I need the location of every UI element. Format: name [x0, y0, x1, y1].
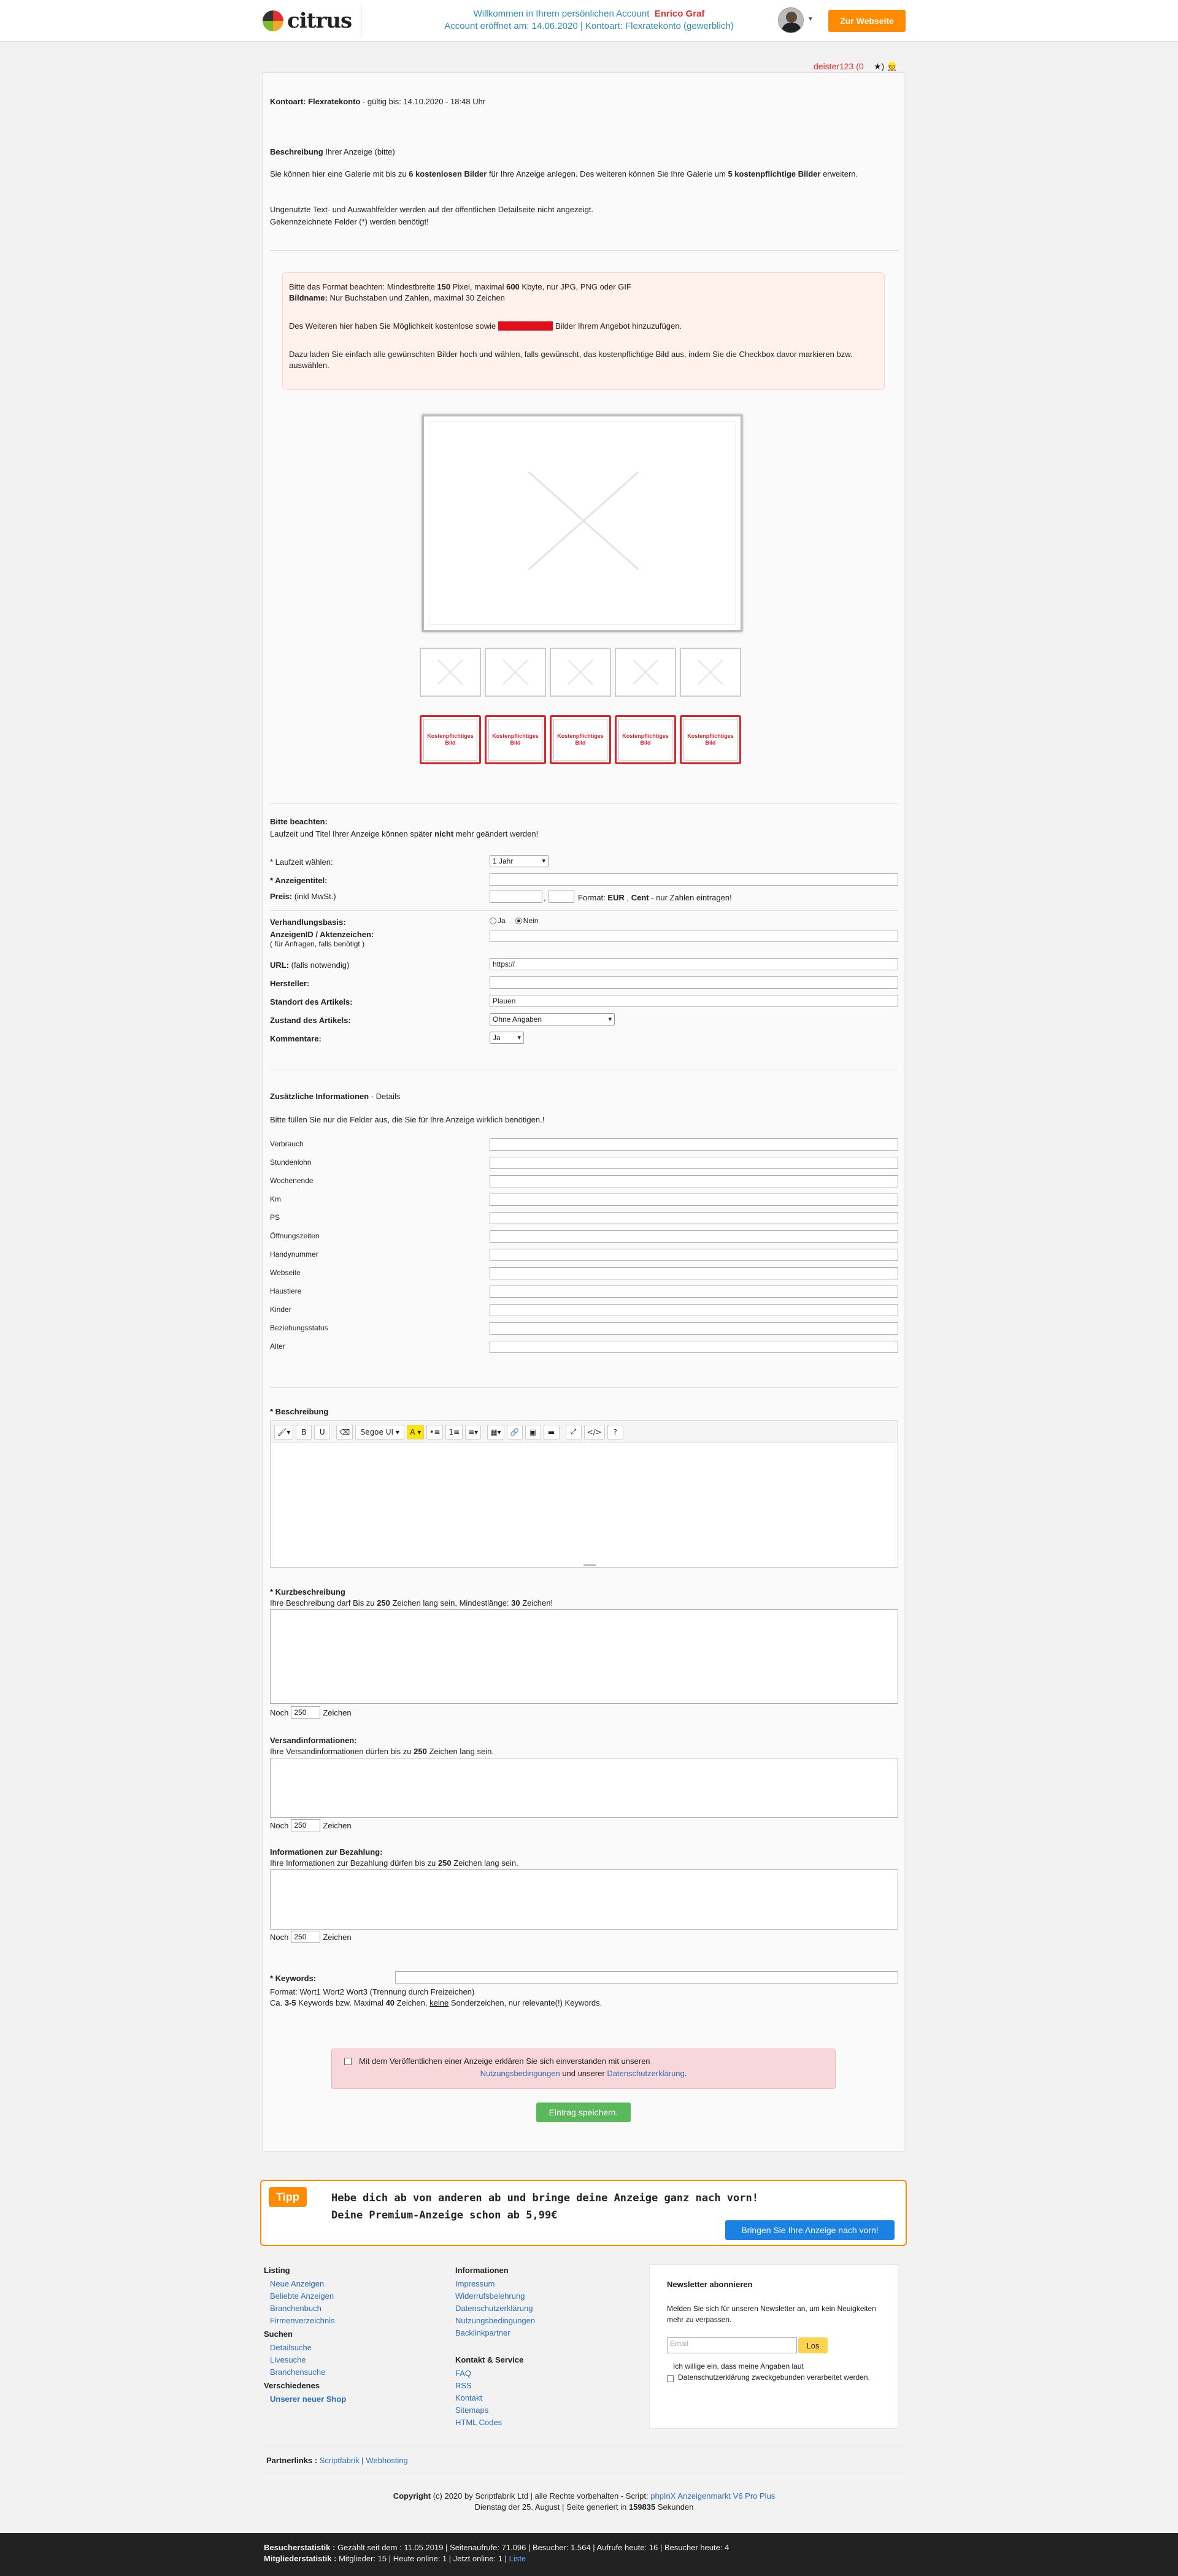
divider	[270, 250, 898, 251]
align-icon[interactable]: ≡▾	[465, 1425, 481, 1439]
privacy-link[interactable]: Datenschutzerklärung	[607, 2069, 685, 2078]
footer-link[interactable]: Branchenbuch	[270, 2304, 321, 2313]
location-input[interactable]: Plauen	[490, 995, 898, 1007]
underline-button[interactable]: U	[314, 1425, 330, 1439]
color-icon[interactable]: A ▾	[407, 1425, 424, 1439]
promote-ad-button[interactable]: Bringen Sie Ihre Anzeige nach vorn!	[725, 2220, 895, 2240]
condition-label: Zustand des Artikels:	[270, 1016, 351, 1025]
paid-image-label: Kostenpflichtiges Bild	[423, 719, 477, 761]
extra-field-label: Km	[270, 1195, 281, 1203]
extra-field-label: Wochenende	[270, 1176, 314, 1185]
footer-link[interactable]: Impressum	[455, 2279, 495, 2288]
newsletter-email-input[interactable]: Email	[667, 2337, 797, 2353]
free-image-slot[interactable]	[485, 648, 546, 697]
title-input[interactable]	[490, 873, 898, 886]
keywords-label: * Keywords:	[270, 1974, 317, 1983]
short-desc-textarea[interactable]	[270, 1609, 898, 1704]
filename-line: Bildname: Nur Buchstaben und Zahlen, maximal 30 Zeichen	[289, 293, 505, 302]
generation-info: Dienstag der 25. August | Seite generiert in 159835 Sekunden	[474, 2502, 694, 2512]
extra-field-input[interactable]	[490, 1322, 898, 1335]
extra-field-label: Kinder	[270, 1305, 291, 1314]
extra-info-heading: Zusätzliche Informationen - Details	[270, 1092, 401, 1101]
extra-field-label: Handynummer	[270, 1250, 318, 1259]
paid-image-slot[interactable]	[485, 715, 546, 764]
font-select[interactable]: Segoe UI ▾	[355, 1425, 404, 1439]
brush-icon[interactable]: 🖌▾	[274, 1425, 293, 1439]
extra-field-input[interactable]	[490, 1212, 898, 1224]
paid-image-label: Kostenpflichtiges Bild	[683, 719, 737, 761]
footer-misc-title: Verschiedenes	[264, 2381, 320, 2390]
free-image-slot[interactable]	[550, 648, 611, 697]
tipp-badge: Tipp	[269, 2187, 307, 2207]
paid-image-label: Kostenpflichtiges Bild	[618, 719, 672, 761]
extra-field-input[interactable]	[490, 1157, 898, 1169]
free-image-slot[interactable]	[680, 648, 741, 697]
comments-label: Kommentare:	[270, 1034, 321, 1043]
help-icon[interactable]: ?	[607, 1425, 623, 1439]
free-image-slot[interactable]	[420, 648, 481, 697]
paid-image-slot[interactable]	[550, 715, 611, 764]
gallery-info: Sie können hier eine Galerie mit bis zu 6 kostenlosen Bilder für Ihre Anzeige anlegen. Des weiteren können Sie Ihre Galerie um 5 kostenpflichtige Bilder erweitern.	[270, 169, 858, 178]
bold-button[interactable]: B	[296, 1425, 312, 1439]
extra-field-label: PS	[270, 1213, 280, 1222]
footer-link[interactable]: Firmenverzeichnis	[270, 2316, 335, 2325]
extra-field-input[interactable]	[490, 1341, 898, 1353]
price-separator: ,	[544, 893, 546, 902]
payment-textarea[interactable]	[270, 1869, 898, 1930]
notice-text: Laufzeit und Titel Ihrer Anzeige können später nicht mehr geändert werden!	[270, 829, 539, 838]
manufacturer-label: Hersteller:	[270, 979, 310, 988]
ad-id-label: AnzeigenID / Aktenzeichen:	[270, 930, 374, 939]
resize-handle-icon[interactable]	[583, 1564, 596, 1566]
header-user-name: Enrico Graf	[654, 9, 705, 19]
footer-link[interactable]: RSS	[455, 2381, 472, 2390]
footer-link[interactable]: HTML Codes	[455, 2418, 502, 2427]
footer-link[interactable]: Kontakt	[455, 2393, 483, 2402]
user-rating-icons: ★) 👷	[874, 61, 898, 71]
image-placeholder-icon	[421, 649, 480, 696]
price-format-hint: Format: EUR , Cent - nur Zahlen eintragen!	[578, 893, 732, 902]
eraser-icon[interactable]: ⌫	[336, 1425, 353, 1439]
laufzeit-select[interactable]: 1 Jahr ▾	[490, 855, 549, 867]
account-info-line: Account eröffnet am: 14.06.2020 | Kontoart: Flexratekonto (gewerblich)	[444, 21, 734, 31]
terms-link[interactable]: Nutzungsbedingungen	[480, 2069, 560, 2078]
vb-nein-label: Nein	[523, 916, 539, 925]
copyright: Copyright (c) 2020 by Scriptfabrik Ltd | alle Rechte vorbehalten - Script: phpInX Anzeigenmarkt V6 Pro Plus	[393, 2491, 776, 2501]
image-placeholder-icon	[551, 649, 610, 696]
numbered-list-icon[interactable]: 1≡	[445, 1425, 463, 1439]
keywords-input[interactable]	[395, 1971, 898, 1984]
description-heading: Beschreibung Ihrer Anzeige (bitte)	[270, 147, 395, 156]
comments-select[interactable]: Ja ▾	[490, 1032, 524, 1044]
divider	[270, 803, 898, 804]
extra-field-input[interactable]	[490, 1230, 898, 1243]
paid-image-slot[interactable]	[420, 715, 481, 764]
extra-field-input[interactable]	[490, 1175, 898, 1187]
user-profile-link[interactable]: deister123 (0	[814, 61, 864, 71]
table-icon[interactable]: ▦▾	[487, 1425, 504, 1439]
footer-contact-title: Kontakt & Service	[455, 2355, 524, 2364]
keywords-format: Format: Wort1 Wort2 Wort3 (Trennung durch Freizeichen)	[270, 1987, 475, 1996]
shipping-textarea[interactable]	[270, 1758, 898, 1818]
newsletter-consent-checkbox[interactable]	[667, 2375, 674, 2382]
condition-select[interactable]: Ohne Angaben ▾	[490, 1013, 615, 1025]
tipp-line2: Deine Premium-Anzeige schon ab 5,99€	[331, 2209, 558, 2221]
footer-link[interactable]: Backlinkpartner	[455, 2328, 510, 2337]
required-fields-info: Gekennzeichnete Felder (*) werden benötigt!	[270, 217, 429, 226]
price-cent-input[interactable]	[549, 891, 574, 903]
tipp-banner	[260, 2180, 907, 2246]
description-editor[interactable]	[270, 1420, 898, 1568]
footer-shop-link[interactable]: Unserer neuer Shop	[270, 2394, 347, 2404]
paid-image-label: Kostenpflichtiges Bild	[553, 719, 607, 761]
description-label: * Beschreibung	[270, 1407, 329, 1416]
tipp-line1: Hebe dich ab von anderen ab und bringe deine Anzeige ganz nach vorn!	[331, 2192, 758, 2204]
footer-link[interactable]: Beliebte Anzeigen	[270, 2291, 334, 2301]
newsletter-box	[649, 2264, 898, 2429]
extra-field-label: Verbrauch	[270, 1140, 304, 1148]
newsletter-consent-text: Ich willige ein, dass meine Angaben laut Datenschutzerklärung zweckgebunden verarbeitet werden.	[673, 2362, 870, 2382]
divider	[270, 910, 898, 911]
footer-link[interactable]: Widerrufsbelehrung	[455, 2291, 525, 2301]
image-placeholder-icon	[528, 472, 639, 570]
footer-link[interactable]: FAQ	[455, 2369, 472, 2378]
short-desc-label: * Kurzbeschreibung	[270, 1587, 345, 1597]
visitor-stats: Besucherstatistik : Gezählt seit dem : 11.05.2019 | Seitenaufrufe: 71.096 | Besucher: 1.564 | Aufrufe heute: 16 | Besucher heute: 4	[264, 2543, 730, 2552]
divider	[270, 1387, 898, 1388]
statistics-bar	[0, 2533, 1178, 2576]
welcome-message	[368, 8, 810, 33]
member-list-link[interactable]: Liste	[509, 2554, 526, 2563]
footer-link[interactable]: Sitemaps	[455, 2405, 489, 2415]
image-icon[interactable]: ▣	[525, 1425, 541, 1439]
paid-images-line: Des Weiteren hier haben Sie Möglichkeit kostenlose sowie kostenpflichtige Bilder Ihrem Angebot hinzuzufügen.	[289, 321, 682, 331]
fullscreen-icon[interactable]: ⤢	[566, 1425, 582, 1439]
terms-consent-box	[331, 2049, 836, 2089]
short-desc-hint: Ihre Beschreibung darf Bis zu 250 Zeichen lang sein, Mindestlänge: 30 Zeichen!	[270, 1598, 553, 1608]
script-link[interactable]: phpInX Anzeigenmarkt V6 Pro Plus	[650, 2491, 776, 2501]
footer-listing-title: Listing	[264, 2266, 290, 2275]
keywords-rules: Ca. 3-5 Keywords bzw. Maximal 40 Zeichen, keine Sonderzeichen, nur relevante(!) Keywords.	[270, 1998, 602, 2007]
vb-label: Verhandlungsbasis:	[270, 918, 346, 927]
site-logo[interactable]	[263, 7, 352, 34]
url-input[interactable]: https://	[490, 958, 898, 970]
footer-link[interactable]: Detailsuche	[270, 2343, 312, 2352]
laufzeit-label: * Laufzeit wählen:	[270, 857, 333, 867]
welcome-prefix: Willkommen in Ihrem persönlichen Account	[473, 9, 650, 19]
price-label: Preis: (inkl MwSt.)	[270, 892, 336, 901]
extra-field-label: Webseite	[270, 1268, 301, 1277]
unused-fields-info: Ungenutzte Text- und Auswahlfelder werden auf der öffentlichen Detailseite nicht angezeigt.	[270, 205, 594, 214]
ad-id-input[interactable]	[490, 930, 898, 942]
footer-link[interactable]: Neue Anzeigen	[270, 2279, 325, 2288]
code-view-icon[interactable]: </>	[584, 1425, 605, 1439]
extra-field-label: Beziehungsstatus	[270, 1324, 328, 1332]
logo-mark-icon	[263, 10, 283, 31]
footer-link[interactable]: Datenschutzerklärung	[455, 2304, 533, 2313]
payment-hint: Ihre Informationen zur Bezahlung dürfen bis zu 250 Zeichen lang sein.	[270, 1858, 518, 1868]
free-image-slot[interactable]	[615, 648, 676, 697]
vb-ja-radio[interactable]	[490, 918, 496, 924]
terms-links: Nutzungsbedingungen und unserer Datenschutzerklärung.	[480, 2069, 687, 2078]
format-line: Bitte das Format beachten: Mindestbreite 150 Pixel, maximal 600 Kbyte, nur JPG, PNG oder GIF	[289, 282, 631, 291]
ad-id-hint: ( für Anfragen, falls benötigt )	[270, 940, 365, 948]
footer-link[interactable]: Nutzungsbedingungen	[455, 2316, 536, 2325]
price-euro-input[interactable]	[490, 891, 542, 903]
paid-image-label: Kostenpflichtiges Bild	[488, 719, 542, 761]
newsletter-title: Newsletter abonnieren	[667, 2280, 753, 2289]
website-button[interactable]: Zur Webseite	[828, 10, 906, 32]
partner-scriptfabrik-link[interactable]: Scriptfabrik	[319, 2456, 360, 2465]
short-desc-counter: Noch 250 Zeichen	[270, 1706, 352, 1719]
extra-field-input[interactable]	[490, 1267, 898, 1279]
paid-image-slot[interactable]	[680, 715, 741, 764]
image-placeholder-icon	[486, 649, 545, 696]
payment-label: Informationen zur Bezahlung:	[270, 1847, 383, 1857]
extra-field-label: Alter	[270, 1342, 285, 1351]
footer-search-title: Suchen	[264, 2329, 293, 2339]
extra-field-input[interactable]	[490, 1286, 898, 1298]
logo-text: citrus	[287, 9, 352, 33]
member-stats: Mitgliederstatistik : Mitglieder: 15 | Heute online: 1 | Jetzt online: 1 | Liste	[264, 2554, 526, 2563]
vb-radio-group	[490, 916, 538, 925]
video-icon[interactable]: ▬	[544, 1425, 560, 1439]
save-button[interactable]: Eintrag speichern.	[536, 2103, 631, 2122]
shipping-label: Versandinformationen:	[270, 1736, 357, 1745]
shipping-hint: Ihre Versandinformationen dürfen bis zu 250 Zeichen lang sein.	[270, 1747, 494, 1756]
extra-field-label: Stundenlohn	[270, 1158, 312, 1167]
vb-nein-radio[interactable]	[515, 918, 522, 924]
title-label: * Anzeigentitel:	[270, 876, 328, 885]
format-info-box	[282, 272, 885, 390]
vb-ja-label: Ja	[498, 916, 506, 925]
newsletter-text: Melden Sie sich für unseren Newsletter an, um kein Neuigkeiten mehr zu verpassen.	[667, 2304, 876, 2324]
image-placeholder-icon	[681, 649, 740, 696]
newsletter-submit-button[interactable]: Los	[798, 2337, 828, 2353]
footer-link[interactable]: Livesuche	[270, 2355, 306, 2364]
terms-checkbox[interactable]	[344, 2058, 352, 2065]
partner-webhosting-link[interactable]: Webhosting	[366, 2456, 408, 2465]
payment-counter: Noch 250 Zeichen	[270, 1931, 352, 1943]
extra-field-label: Öffnungszeiten	[270, 1232, 320, 1240]
footer-link[interactable]: Branchensuche	[270, 2367, 326, 2377]
footer-info-title: Informationen	[455, 2266, 509, 2275]
extra-field-input[interactable]	[490, 1138, 898, 1151]
shipping-counter: Noch 250 Zeichen	[270, 1819, 352, 1831]
editor-toolbar	[271, 1421, 898, 1443]
extra-field-input[interactable]	[490, 1194, 898, 1206]
avatar[interactable]	[778, 7, 804, 33]
upload-instructions: Dazu laden Sie einfach alle gewünschten Bilder hoch und wählen, falls gewünscht, das kostenpflichtige Bild aus, indem Sie die Checkbox davor markieren bzw. auswählen.	[289, 350, 853, 370]
main-image-placeholder[interactable]	[422, 415, 742, 632]
partner-links: Partnerlinks : Scriptfabrik | Webhosting	[266, 2456, 408, 2465]
header	[0, 0, 1178, 42]
image-placeholder-icon	[616, 649, 675, 696]
extra-field-label: Haustiere	[270, 1287, 302, 1295]
url-label: URL: (falls notwendig)	[270, 960, 350, 970]
chevron-down-icon[interactable]: ▼	[807, 16, 814, 23]
manufacturer-input[interactable]	[490, 976, 898, 989]
extra-info-hint: Bitte füllen Sie nur die Felder aus, die Sie für Ihre Anzeige wirklich benötigen.!	[270, 1115, 545, 1124]
bullet-list-icon[interactable]: •≡	[426, 1425, 443, 1439]
account-type: Kontoart: Flexratekonto - gültig bis: 14.10.2020 - 18:48 Uhr	[270, 97, 486, 106]
link-icon[interactable]: 🔗	[507, 1425, 523, 1439]
extra-field-input[interactable]	[490, 1304, 898, 1316]
location-label: Standort des Artikels:	[270, 997, 353, 1006]
terms-text: Mit dem Veröffentlichen einer Anzeige erklären Sie sich einverstanden mit unseren	[359, 2057, 650, 2066]
tipp-text	[331, 2190, 758, 2224]
paid-image-slot[interactable]	[615, 715, 676, 764]
notice-title: Bitte beachten:	[270, 817, 328, 826]
extra-field-input[interactable]	[490, 1249, 898, 1261]
